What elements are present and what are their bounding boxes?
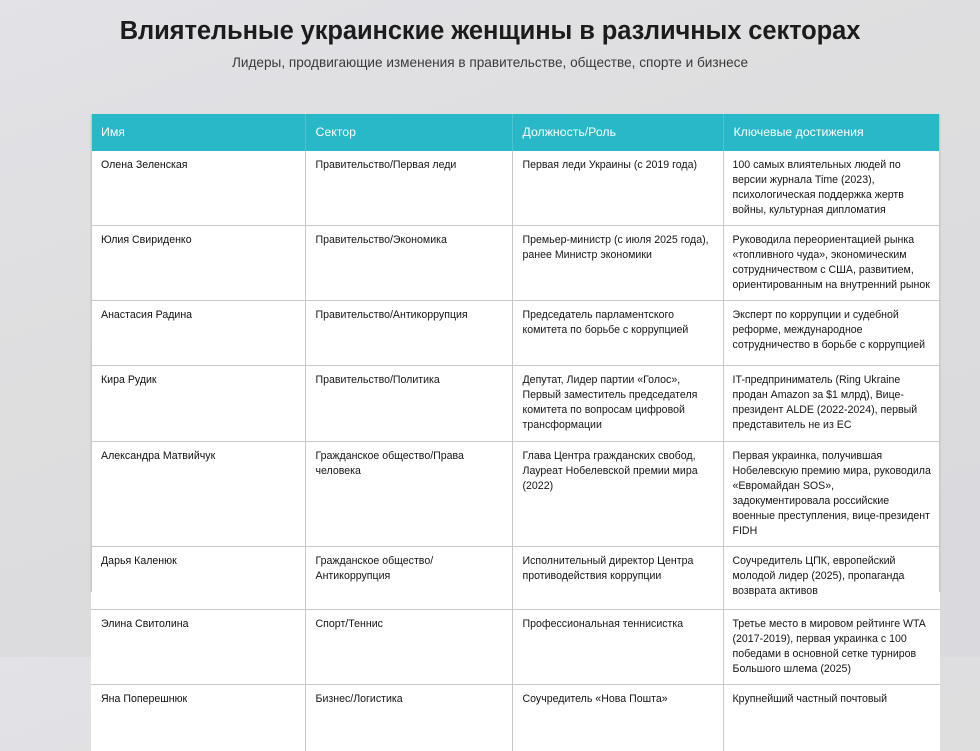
column-header-role: Должность/Роль: [512, 114, 723, 151]
cell-name: Яна Поперешнюк: [91, 684, 305, 751]
heading-block: [0, 0, 980, 72]
cell-name: Элина Свитолина: [91, 609, 305, 684]
page-subtitle: Лидеры, продвигающие изменения в правительстве, обществе, спорте и бизнесе: [231, 55, 749, 71]
cell-achievements: 100 самых влиятельных людей по версии журнала Time (2023), психологическая поддержка жертв войны, культурная дипломатия: [723, 151, 940, 226]
cell-sector: Правительство/Экономика: [305, 226, 512, 301]
table-container: [91, 114, 940, 705]
table-row: [91, 609, 940, 684]
cell-name: Анастасия Радина: [91, 301, 305, 366]
table-header: [91, 114, 940, 151]
cell-name: Олена Зеленская: [91, 151, 305, 226]
table-row: [91, 151, 940, 226]
cell-role: Глава Центра гражданских свобод, Лауреат Нобелевской премии мира (2022): [512, 441, 723, 546]
table-row: [91, 366, 940, 441]
cell-sector: Правительство/Первая леди: [305, 151, 512, 226]
cell-achievements: Соучредитель ЦПК, европейский молодой лидер (2025), пропаганда возврата активов: [723, 546, 940, 609]
cell-role: Первая леди Украины (с 2019 года): [512, 151, 723, 226]
table-row: [91, 301, 940, 366]
page-title: Влиятельные украинские женщины в различных секторах: [119, 17, 861, 45]
cell-name: Юлия Свириденко: [91, 226, 305, 301]
table-header-row: [91, 114, 940, 151]
cell-achievements: Эксперт по коррупции и судебной реформе, международное сотрудничество в борьбе с коррупцией: [723, 301, 940, 366]
cell-name: Кира Рудик: [91, 366, 305, 441]
cell-role: Депутат, Лидер партии «Голос», Первый заместитель председателя комитета по вопросам цифровой трансформации: [512, 366, 723, 441]
cell-sector: Правительство/Антикоррупция: [305, 301, 512, 366]
cell-role: Председатель парламентского комитета по борьбе с коррупцией: [512, 301, 723, 366]
cell-role: Профессиональная теннисистка: [512, 609, 723, 684]
cell-achievements: Первая украинка, получившая Нобелевскую премию мира, руководила «Евромайдан SOS», задокументировала российские военные преступления, вице-президент FIDH: [723, 441, 940, 546]
table-body: [91, 151, 940, 751]
cell-name: Дарья Каленюк: [91, 546, 305, 609]
cell-achievements: Крупнейший частный почтовый: [732, 692, 887, 705]
cell-role: Соучредитель «Нова Пошта»: [512, 684, 723, 751]
women-leaders-table: [91, 114, 940, 751]
cell-sector: Спорт/Теннис: [305, 609, 512, 684]
cell-sector: Гражданское общество/Антикоррупция: [305, 546, 512, 609]
cell-role: Премьер-министр (с июля 2025 года), ранее Министр экономики: [512, 226, 723, 301]
cell-sector: Гражданское общество/Права человека: [305, 441, 512, 546]
cell-achievements: IT-предприниматель (Ring Ukraine продан Amazon за $1 млрд), Вице-президент ALDE (2022-2024), первый представитель не из ЕС: [723, 366, 940, 441]
column-header-sector: Сектор: [305, 114, 512, 151]
table-row: [91, 226, 940, 301]
column-header-achievements: Ключевые достижения: [723, 114, 940, 151]
cell-achievements: Руководила переориентацией рынка «топливного чуда», экономическим сотрудничеством с США, развитием, ориентированным на внутренний рынок: [723, 226, 940, 301]
cell-name: Александра Матвийчук: [91, 441, 305, 546]
cell-achievements: Третье место в мировом рейтинге WTA (2017-2019), первая украинка с 100 победами в основной сетке турниров Большого шлема (2025): [723, 609, 940, 684]
cell-sector: Правительство/Политика: [305, 366, 512, 441]
cell-role: Исполнительный директор Центра противодействия коррупции: [512, 546, 723, 609]
column-header-name: Имя: [91, 114, 305, 151]
table-row: [91, 441, 940, 546]
table-row: [91, 684, 940, 751]
cell-sector: Бизнес/Логистика: [305, 684, 512, 751]
table-row: [91, 546, 940, 609]
